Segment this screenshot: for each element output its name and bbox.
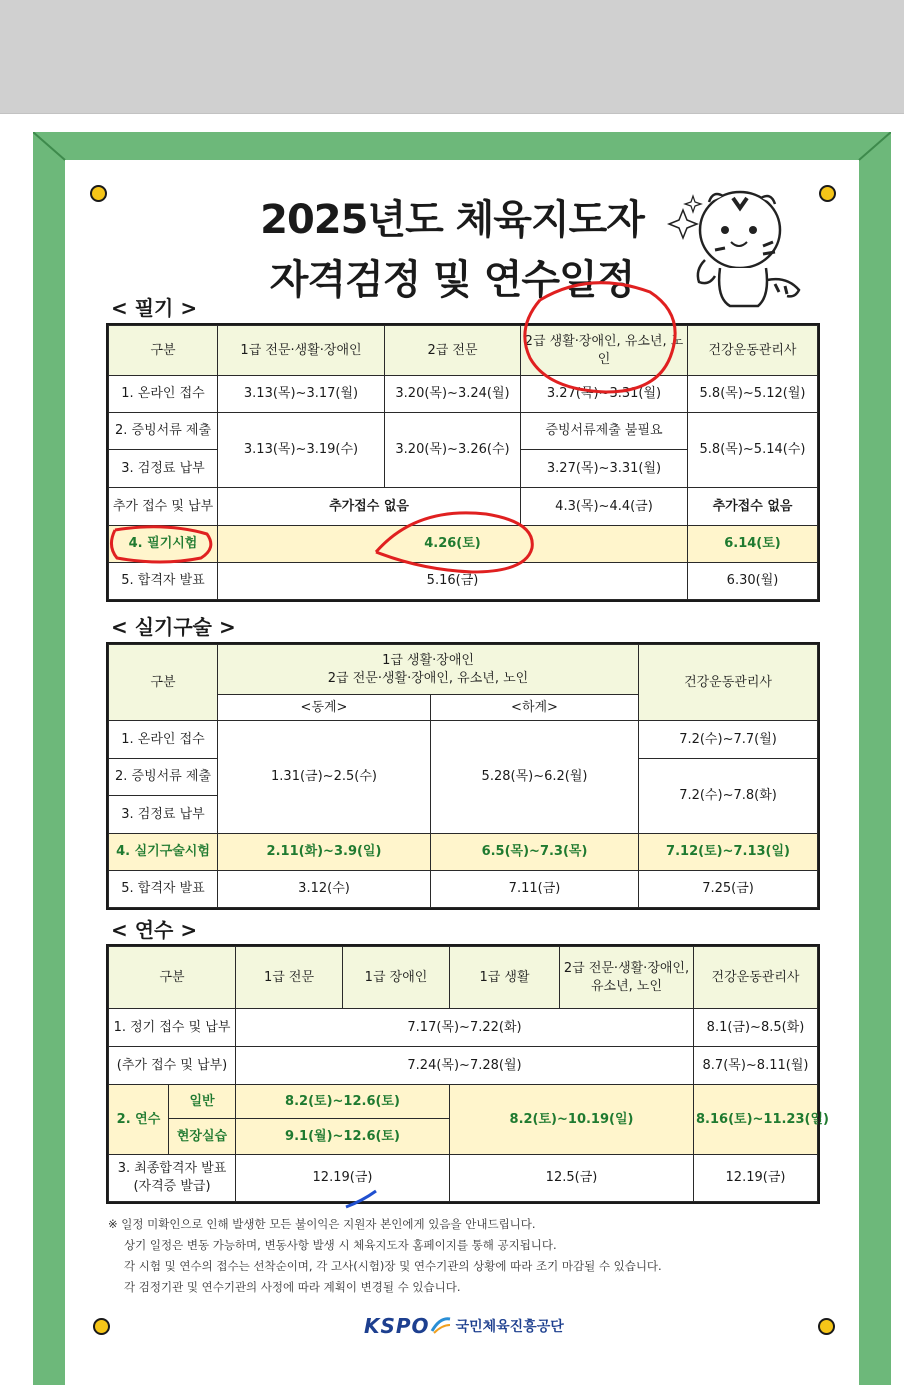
row-label: 5. 합격자 발표 (109, 871, 218, 908)
footnote-line: 각 시험 및 연수의 접수는 선착순이며, 각 고사(시험)장 및 연수기관의 상황에 따라 조기 마감될 수 있습니다. (124, 1259, 662, 1273)
kspo-logo (364, 1314, 564, 1338)
row-label: 4. 필기시험 (109, 526, 218, 563)
table-cell: 3.20(목)~3.26(수) (385, 413, 521, 488)
table-row (109, 1047, 818, 1085)
header-cell: 1급 전문·생활·장애인 (218, 326, 385, 376)
row-label: 3. 최종합격자 발표 (자격증 발급) (109, 1155, 236, 1202)
table-row-highlight (109, 1085, 818, 1119)
row-sublabel: 현장실습 (169, 1119, 236, 1155)
table-cell: 7.17(목)~7.22(화) (236, 1009, 694, 1047)
table-cell: 7.25(금) (639, 871, 818, 908)
table-row-highlight (109, 526, 818, 563)
table-cell: 5.16(금) (218, 563, 688, 600)
table-cell: 12.19(금) (236, 1155, 450, 1202)
table-cell: 5.28(목)~6.2(월) (431, 721, 639, 834)
table-row (109, 721, 818, 759)
table-cell: 9.1(월)~12.6(토) (236, 1119, 450, 1155)
table-cell: 7.24(목)~7.28(월) (236, 1047, 694, 1085)
table-row-highlight (109, 834, 818, 871)
table-cell: 1.31(금)~2.5(수) (218, 721, 431, 834)
section-heading-practical: < 실기구술 > (111, 615, 236, 639)
table-header-row (109, 947, 818, 1009)
table-cell: 3.20(목)~3.24(월) (385, 376, 521, 413)
row-label: 1. 정기 접수 및 납부 (109, 1009, 236, 1047)
row-label: 추가 접수 및 납부 (109, 488, 218, 526)
header-cell: <하계> (431, 695, 639, 721)
table-cell: 3.27(목)~3.31(월) (521, 376, 688, 413)
table-cell: 8.2(토)~10.19(일) (450, 1085, 694, 1155)
table-header-row (109, 326, 818, 376)
table-cell: 8.16(토)~11.23(일) (694, 1085, 818, 1155)
section-heading-training: < 연수 > (111, 918, 198, 942)
table-cell: 7.11(금) (431, 871, 639, 908)
row-label: 3. 검정료 납부 (109, 796, 218, 834)
logo-mark: KSPO (364, 1314, 430, 1338)
header-line: 2급 전문·생활·장애인, 유소년, 노인 (327, 670, 529, 686)
table-cell: 3.27(목)~3.31(월) (521, 450, 688, 488)
table-cell: 4.26(토) (218, 526, 688, 563)
header-cell: 2급 전문 (385, 326, 521, 376)
row-label: 1. 온라인 접수 (109, 721, 218, 759)
table-row (109, 488, 818, 526)
table-cell: 12.5(금) (450, 1155, 694, 1202)
table-cell: 7.2(수)~7.8(화) (639, 759, 818, 834)
pin-icon (818, 1318, 835, 1335)
header-cell: 1급 생활 (450, 947, 560, 1009)
table-cell: 7.2(수)~7.7(월) (639, 721, 818, 759)
header-cell: 구분 (109, 947, 236, 1009)
poster-title-line2: 자격검정 및 연수일정 (269, 257, 635, 303)
header-cell: 건강운동관리사 (688, 326, 818, 376)
table-cell: 8.7(목)~8.11(월) (694, 1047, 818, 1085)
footnote-line: ※ 일정 미확인으로 인해 발생한 모든 불이익은 지원자 본인에게 있음을 안내드립니다. (108, 1217, 536, 1231)
row-sublabel: 일반 (169, 1085, 236, 1119)
written-exam-table (108, 325, 818, 600)
section-heading-written: < 필기 > (111, 296, 198, 320)
table-cell: 6.14(토) (688, 526, 818, 563)
table-cell: 5.8(목)~5.14(수) (688, 413, 818, 488)
table-cell: 5.8(목)~5.12(월) (688, 376, 818, 413)
row-label: 2. 연수 (109, 1085, 169, 1155)
practical-exam-table (108, 644, 818, 908)
table-cell: 증빙서류제출 불필요 (521, 413, 688, 450)
header-line: 1급 생활·장애인 (382, 652, 474, 668)
table-header-row (109, 645, 818, 695)
footnote-line: 상기 일정은 변동 가능하며, 변동사항 발생 시 체육지도자 홈페이지를 통해 공지됩니다. (124, 1238, 557, 1252)
pin-icon (93, 1318, 110, 1335)
header-cell: 1급 전문 (236, 947, 343, 1009)
header-cell: 1급 장애인 (343, 947, 450, 1009)
table-row (109, 563, 818, 600)
table-cell: 12.19(금) (694, 1155, 818, 1202)
row-label: 3. 검정료 납부 (109, 450, 218, 488)
header-cell: 건강운동관리사 (639, 645, 818, 721)
table-cell: 8.2(토)~12.6(토) (236, 1085, 450, 1119)
logo-org-name: 국민체육진흥공단 (455, 1319, 564, 1335)
table-cell: 추가접수 없음 (218, 488, 521, 526)
header-cell: 구분 (109, 645, 218, 721)
header-cell-group (218, 645, 639, 695)
table-cell: 3.13(목)~3.17(월) (218, 376, 385, 413)
table-cell: 3.13(목)~3.19(수) (218, 413, 385, 488)
row-label: 5. 합격자 발표 (109, 563, 218, 600)
table-cell: 6.5(목)~7.3(목) (431, 834, 639, 871)
table-row (109, 1009, 818, 1047)
row-label: 2. 증빙서류 제출 (109, 413, 218, 450)
row-label: (추가 접수 및 납부) (109, 1047, 236, 1085)
header-cell: 구분 (109, 326, 218, 376)
tiger-mascot-icon (665, 180, 810, 315)
table-cell: 3.12(수) (218, 871, 431, 908)
table-cell: 2.11(화)~3.9(일) (218, 834, 431, 871)
table-cell: 7.12(토)~7.13(일) (639, 834, 818, 871)
footnote-line: 각 검정기관 및 연수기관의 사정에 따라 계획이 변경될 수 있습니다. (124, 1280, 461, 1294)
header-cell: 건강운동관리사 (694, 947, 818, 1009)
table-row (109, 871, 818, 908)
table-cell: 6.30(월) (688, 563, 818, 600)
header-cell: 2급 생활·장애인, 유소년, 노인 (521, 326, 688, 376)
table-row (109, 376, 818, 413)
row-label: 1. 온라인 접수 (109, 376, 218, 413)
row-label: 2. 증빙서류 제출 (109, 759, 218, 796)
browser-top-bar (0, 0, 904, 114)
table-row (109, 413, 818, 450)
swoosh-icon (430, 1317, 452, 1335)
training-table (108, 946, 829, 1202)
header-cell: <동계> (218, 695, 431, 721)
header-cell: 2급 전문·생활·장애인, 유소년, 노인 (560, 947, 694, 1009)
table-cell: 8.1(금)~8.5(화) (694, 1009, 818, 1047)
table-cell: 추가접수 없음 (688, 488, 818, 526)
row-label: 4. 실기구술시험 (109, 834, 218, 871)
footnotes (108, 1214, 662, 1298)
poster-title-line1: 2025년도 체육지도자 (260, 197, 644, 243)
table-cell: 4.3(목)~4.4(금) (521, 488, 688, 526)
table-row (109, 1155, 818, 1202)
